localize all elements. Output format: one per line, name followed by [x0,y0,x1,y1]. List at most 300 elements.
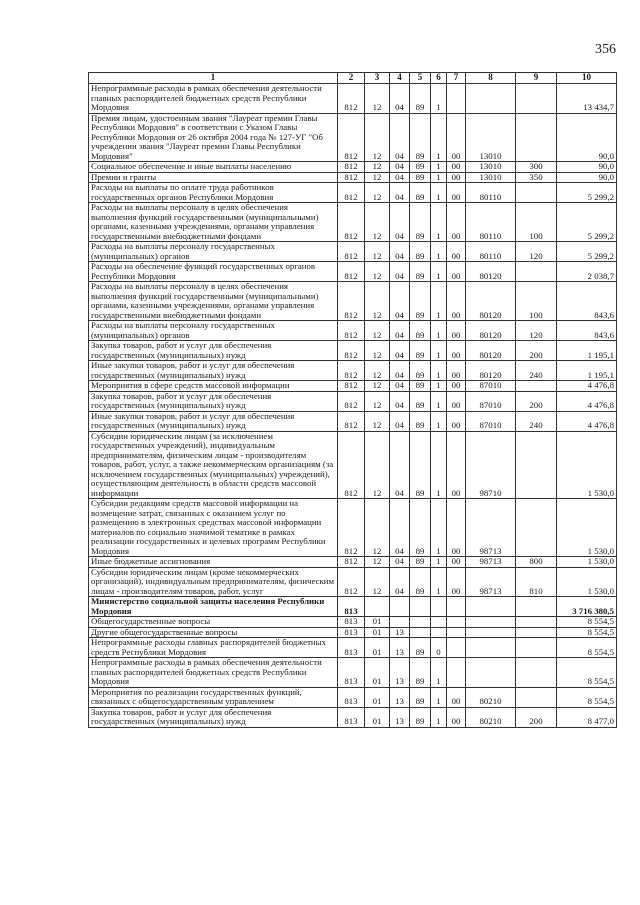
cell-target-code: 87010 [466,411,516,431]
cell-direction [447,638,466,658]
cell-direction: 00 [447,172,466,183]
cell-expense-type [516,638,557,658]
cell-subsection: 04 [390,321,410,341]
table-row [89,262,617,282]
cell-program: 89 [410,361,431,381]
cell-ministry-code: 813 [338,658,365,688]
cell-direction [447,84,466,114]
cell-expense-type [516,499,557,557]
table-row [89,113,617,162]
column-header: 9 [516,73,557,84]
cell-subprogram: 1 [431,203,447,242]
cell-target-code: 80210 [466,707,516,727]
cell-subprogram: 1 [431,567,447,597]
cell-target-code [466,658,516,688]
cell-expense-type [516,262,557,282]
cell-ministry-code: 812 [338,172,365,183]
cell-target-code: 87010 [466,381,516,392]
cell-amount: 843,6 [557,321,617,341]
table-row [89,391,617,411]
cell-direction: 00 [447,707,466,727]
cell-target-code [466,597,516,617]
cell-subprogram [431,627,447,638]
cell-subsection: 04 [390,567,410,597]
cell-amount: 8 554,5 [557,687,617,707]
cell-section: 12 [365,242,390,262]
cell-ministry-code: 812 [338,321,365,341]
cell-ministry-code: 812 [338,262,365,282]
cell-subsection: 04 [390,203,410,242]
cell-target-code [466,84,516,114]
cell-program: 89 [410,242,431,262]
cell-subsection: 13 [390,658,410,688]
cell-direction: 00 [447,162,466,173]
column-header: 2 [338,73,365,84]
cell-subsection: 04 [390,499,410,557]
cell-direction: 00 [447,411,466,431]
cell-target-code: 80120 [466,341,516,361]
cell-expense-type: 120 [516,242,557,262]
cell-program: 89 [410,567,431,597]
cell-section: 01 [365,658,390,688]
table-row [89,567,617,597]
cell-subsection [390,617,410,628]
cell-expense-type [516,84,557,114]
cell-amount: 2 038,7 [557,262,617,282]
cell-section: 12 [365,411,390,431]
cell-subprogram: 1 [431,361,447,381]
cell-direction: 00 [447,499,466,557]
cell-subsection: 04 [390,172,410,183]
cell-section: 12 [365,361,390,381]
cell-section: 12 [365,321,390,341]
cell-section: 01 [365,617,390,628]
cell-target-code: 80110 [466,242,516,262]
cell-subsection: 13 [390,638,410,658]
table-row [89,499,617,557]
cell-expense-type [516,627,557,638]
cell-expense-type [516,617,557,628]
cell-expense-type: 240 [516,361,557,381]
cell-description: Иные бюджетные ассигнования [89,557,338,568]
table-row [89,361,617,381]
cell-expense-type: 300 [516,162,557,173]
cell-target-code: 13010 [466,113,516,162]
cell-expense-type: 800 [516,557,557,568]
cell-ministry-code: 812 [338,203,365,242]
cell-section: 12 [365,162,390,173]
cell-section: 12 [365,341,390,361]
cell-description: Расходы на выплаты персоналу в целях обеспечения выполнения функций государственными (муниципальными) органами, казенными учреждениями, органами управления государственными внебюджетными фондами [89,282,338,321]
cell-ministry-code: 812 [338,391,365,411]
cell-ministry-code: 812 [338,183,365,203]
cell-amount: 1 530,0 [557,567,617,597]
cell-section: 12 [365,499,390,557]
cell-target-code: 80120 [466,361,516,381]
cell-program: 89 [410,341,431,361]
cell-target-code [466,627,516,638]
cell-expense-type [516,431,557,499]
cell-description: Закупка товаров, работ и услуг для обеспечения государственных (муниципальных) нужд [89,341,338,361]
cell-expense-type: 120 [516,321,557,341]
cell-ministry-code: 813 [338,597,365,617]
cell-section: 12 [365,391,390,411]
cell-amount: 4 476,8 [557,391,617,411]
cell-subprogram: 1 [431,381,447,392]
cell-description: Непрограммные расходы в рамках обеспечения деятельности главных распорядителей бюджетных средств Республики Мордовия [89,84,338,114]
cell-program: 89 [410,499,431,557]
cell-ministry-code: 812 [338,113,365,162]
cell-direction: 00 [447,341,466,361]
cell-expense-type [516,687,557,707]
cell-target-code: 80110 [466,183,516,203]
table-row [89,658,617,688]
cell-program: 89 [410,707,431,727]
cell-program: 89 [410,658,431,688]
cell-program: 89 [410,687,431,707]
cell-target-code: 80120 [466,321,516,341]
cell-subprogram: 1 [431,162,447,173]
cell-description: Закупка товаров, работ и услуг для обеспечения государственных (муниципальных) нужд [89,391,338,411]
table-row [89,321,617,341]
cell-expense-type: 350 [516,172,557,183]
cell-subsection: 04 [390,381,410,392]
column-header: 10 [557,73,617,84]
table-row [89,381,617,392]
cell-amount: 90,0 [557,172,617,183]
cell-section: 12 [365,282,390,321]
cell-target-code: 80120 [466,262,516,282]
cell-subprogram: 1 [431,341,447,361]
cell-target-code: 98713 [466,567,516,597]
table-row [89,242,617,262]
cell-subsection: 13 [390,687,410,707]
cell-target-code [466,638,516,658]
cell-amount: 8 554,5 [557,658,617,688]
cell-description: Мероприятия по реализации государственных функций, связанных с общегосударственным управлением [89,687,338,707]
cell-ministry-code: 813 [338,627,365,638]
cell-expense-type [516,597,557,617]
cell-description: Социальное обеспечение и иные выплаты населению [89,162,338,173]
cell-program: 89 [410,282,431,321]
cell-description: Расходы на обеспечение функций государственных органов Республики Мордовия [89,262,338,282]
cell-program [410,597,431,617]
cell-ministry-code: 812 [338,282,365,321]
cell-subsection: 13 [390,627,410,638]
cell-program: 89 [410,411,431,431]
table-row [89,597,617,617]
cell-program: 89 [410,162,431,173]
cell-description: Субсидии юридическим лицам (кроме некоммерческих организаций), индивидуальным предпринимателям, физическим лицам - производителям товаров, работ, услуг [89,567,338,597]
cell-section: 12 [365,183,390,203]
cell-direction [447,597,466,617]
cell-expense-type: 200 [516,341,557,361]
cell-subprogram: 1 [431,707,447,727]
cell-program: 89 [410,638,431,658]
cell-program: 89 [410,391,431,411]
cell-direction: 00 [447,361,466,381]
cell-ministry-code: 812 [338,567,365,597]
cell-amount: 1 530,0 [557,499,617,557]
cell-ministry-code: 812 [338,431,365,499]
cell-direction: 00 [447,282,466,321]
cell-amount: 1 195,1 [557,361,617,381]
cell-section: 01 [365,638,390,658]
cell-amount: 4 476,8 [557,411,617,431]
table-row [89,203,617,242]
cell-ministry-code: 812 [338,557,365,568]
cell-section: 12 [365,262,390,282]
cell-subsection: 04 [390,557,410,568]
cell-description: Непрограммные расходы главных распорядителей бюджетных средств Республики Мордовия [89,638,338,658]
cell-direction: 00 [447,557,466,568]
cell-target-code [466,617,516,628]
table-row [89,84,617,114]
cell-program: 89 [410,262,431,282]
cell-direction [447,627,466,638]
cell-target-code: 80210 [466,687,516,707]
cell-direction: 00 [447,242,466,262]
cell-amount: 13 434,7 [557,84,617,114]
budget-table [88,72,617,728]
cell-ministry-code: 812 [338,499,365,557]
cell-direction [447,658,466,688]
cell-program: 89 [410,84,431,114]
cell-program: 89 [410,172,431,183]
cell-description: Расходы на выплаты по оплате труда работников государственных органов Республики Мордовия [89,183,338,203]
cell-description: Расходы на выплаты персоналу в целях обеспечения выполнения функций государственными (муниципальными) органами, казенными учреждениями, органами управления государственными внебюджетными фондами [89,203,338,242]
cell-description: Субсидии редакциям средств массовой информации на возмещение затрат, связанных с оказанием услуг по размещению в электронных средствах массовой информации материалов по социально значимой тематике в рамках реализации государственных и целевых программ Республики Мордовия [89,499,338,557]
cell-subprogram: 1 [431,262,447,282]
cell-ministry-code: 812 [338,84,365,114]
cell-description: Субсидии юридическим лицам (за исключением государственных учреждений), индивидуальным предпринимателям, физическим лицам - производителям товаров, работ, услуг, а также некоммерческим организациям (за исключением государственных (муниципальных) учреждений), осуществляющим деятельность в области средств массовой информации [89,431,338,499]
cell-program: 89 [410,203,431,242]
cell-amount: 8 477,0 [557,707,617,727]
cell-subsection: 04 [390,431,410,499]
cell-section: 01 [365,687,390,707]
cell-program: 89 [410,557,431,568]
cell-ministry-code: 812 [338,341,365,361]
cell-ministry-code: 813 [338,707,365,727]
table-row [89,162,617,173]
cell-subsection: 04 [390,282,410,321]
cell-subsection: 04 [390,242,410,262]
cell-direction [447,617,466,628]
cell-subsection: 04 [390,361,410,381]
cell-target-code: 80110 [466,203,516,242]
cell-description: Премия лицам, удостоенным звания "Лауреат премии Главы Республики Мордовия" в соответствии с Указом Главы Республики Мордовия от 26 октября 2004 года № 127-УГ "Об учреждении звания "Лауреат премии Главы Республики Мордовия" [89,113,338,162]
cell-subprogram: 1 [431,242,447,262]
cell-amount: 3 716 380,5 [557,597,617,617]
cell-expense-type [516,381,557,392]
page-number: 356 [595,42,616,57]
cell-program: 89 [410,321,431,341]
table-row [89,431,617,499]
cell-direction: 00 [447,203,466,242]
cell-section: 12 [365,113,390,162]
cell-description: Расходы на выплаты персоналу государственных (муниципальных) органов [89,242,338,262]
cell-subprogram: 1 [431,658,447,688]
cell-target-code: 13010 [466,172,516,183]
table-row [89,617,617,628]
cell-subsection: 04 [390,341,410,361]
cell-section: 12 [365,381,390,392]
cell-section: 12 [365,567,390,597]
cell-section: 12 [365,203,390,242]
table-row [89,172,617,183]
cell-subprogram [431,597,447,617]
cell-description: Иные закупки товаров, работ и услуг для обеспечения государственных (муниципальных) нужд [89,411,338,431]
cell-amount: 4 476,8 [557,381,617,392]
table-row [89,707,617,727]
cell-description: Мероприятия в сфере средств массовой информации [89,381,338,392]
cell-direction: 00 [447,431,466,499]
cell-direction: 00 [447,687,466,707]
cell-description: Другие общегосударственные вопросы [89,627,338,638]
cell-ministry-code: 813 [338,617,365,628]
column-header: 1 [89,73,338,84]
cell-subsection: 04 [390,183,410,203]
cell-program [410,627,431,638]
column-header: 4 [390,73,410,84]
cell-amount: 8 554,5 [557,638,617,658]
cell-subprogram: 0 [431,638,447,658]
cell-subprogram: 1 [431,183,447,203]
table-row [89,557,617,568]
cell-ministry-code: 812 [338,381,365,392]
cell-amount: 5 299,2 [557,183,617,203]
cell-program: 89 [410,431,431,499]
cell-section: 12 [365,84,390,114]
cell-amount: 1 195,1 [557,341,617,361]
column-header: 5 [410,73,431,84]
cell-amount: 5 299,2 [557,203,617,242]
cell-amount: 5 299,2 [557,242,617,262]
cell-subprogram: 1 [431,172,447,183]
cell-subsection [390,597,410,617]
cell-subsection: 04 [390,84,410,114]
cell-direction: 00 [447,381,466,392]
cell-direction: 00 [447,113,466,162]
table-row [89,687,617,707]
table-row [89,411,617,431]
column-header: 8 [466,73,516,84]
cell-program: 89 [410,113,431,162]
cell-section: 01 [365,707,390,727]
cell-description: Расходы на выплаты персоналу государственных (муниципальных) органов [89,321,338,341]
cell-section: 12 [365,172,390,183]
cell-expense-type: 200 [516,391,557,411]
cell-expense-type: 100 [516,203,557,242]
table-row [89,341,617,361]
cell-subsection: 04 [390,391,410,411]
cell-section: 12 [365,557,390,568]
table-header-row [89,73,617,84]
column-header: 3 [365,73,390,84]
cell-subprogram [431,617,447,628]
cell-direction: 00 [447,567,466,597]
cell-target-code: 87010 [466,391,516,411]
cell-subprogram: 1 [431,431,447,499]
cell-amount: 8 554,5 [557,627,617,638]
table-row [89,183,617,203]
cell-program [410,617,431,628]
cell-subprogram: 1 [431,321,447,341]
cell-target-code: 98713 [466,557,516,568]
table-row [89,282,617,321]
cell-expense-type: 200 [516,707,557,727]
cell-subprogram: 1 [431,282,447,321]
cell-subprogram: 1 [431,391,447,411]
cell-ministry-code: 812 [338,361,365,381]
cell-subsection: 13 [390,707,410,727]
cell-section: 01 [365,627,390,638]
cell-description: Иные закупки товаров, работ и услуг для обеспечения государственных (муниципальных) нужд [89,361,338,381]
cell-program: 89 [410,183,431,203]
cell-target-code: 13010 [466,162,516,173]
cell-description: Непрограммные расходы в рамках обеспечения деятельности главных распорядителей бюджетных средств Республики Мордовия [89,658,338,688]
cell-amount: 90,0 [557,113,617,162]
column-header: 7 [447,73,466,84]
cell-direction: 00 [447,183,466,203]
cell-section: 12 [365,431,390,499]
table-row [89,627,617,638]
cell-subsection: 04 [390,113,410,162]
cell-description: Премии и гранты [89,172,338,183]
cell-section [365,597,390,617]
cell-expense-type [516,658,557,688]
cell-amount: 843,6 [557,282,617,321]
cell-subprogram: 1 [431,499,447,557]
column-header: 6 [431,73,447,84]
cell-amount: 90,0 [557,162,617,173]
cell-expense-type [516,183,557,203]
cell-subprogram: 1 [431,84,447,114]
cell-direction: 00 [447,391,466,411]
cell-expense-type: 100 [516,282,557,321]
cell-subprogram: 1 [431,411,447,431]
cell-ministry-code: 813 [338,638,365,658]
cell-subsection: 04 [390,411,410,431]
cell-ministry-code: 812 [338,411,365,431]
cell-ministry-code: 812 [338,242,365,262]
cell-expense-type [516,113,557,162]
cell-target-code: 80120 [466,282,516,321]
cell-expense-type: 240 [516,411,557,431]
cell-description: Общегосударственные вопросы [89,617,338,628]
cell-target-code: 98713 [466,499,516,557]
cell-amount: 1 530,0 [557,557,617,568]
cell-ministry-code: 812 [338,162,365,173]
cell-description: Министерство социальной защиты населения Республики Мордовия [89,597,338,617]
cell-subprogram: 1 [431,687,447,707]
cell-subprogram: 1 [431,113,447,162]
cell-expense-type: 810 [516,567,557,597]
table-row [89,638,617,658]
cell-program: 89 [410,381,431,392]
cell-target-code: 98710 [466,431,516,499]
cell-subsection: 04 [390,162,410,173]
cell-direction: 00 [447,321,466,341]
cell-subprogram: 1 [431,557,447,568]
cell-ministry-code: 813 [338,687,365,707]
cell-subsection: 04 [390,262,410,282]
cell-amount: 1 530,0 [557,431,617,499]
cell-direction: 00 [447,262,466,282]
cell-amount: 8 554,5 [557,617,617,628]
table-body [89,84,617,728]
cell-description: Закупка товаров, работ и услуг для обеспечения государственных (муниципальных) нужд [89,707,338,727]
